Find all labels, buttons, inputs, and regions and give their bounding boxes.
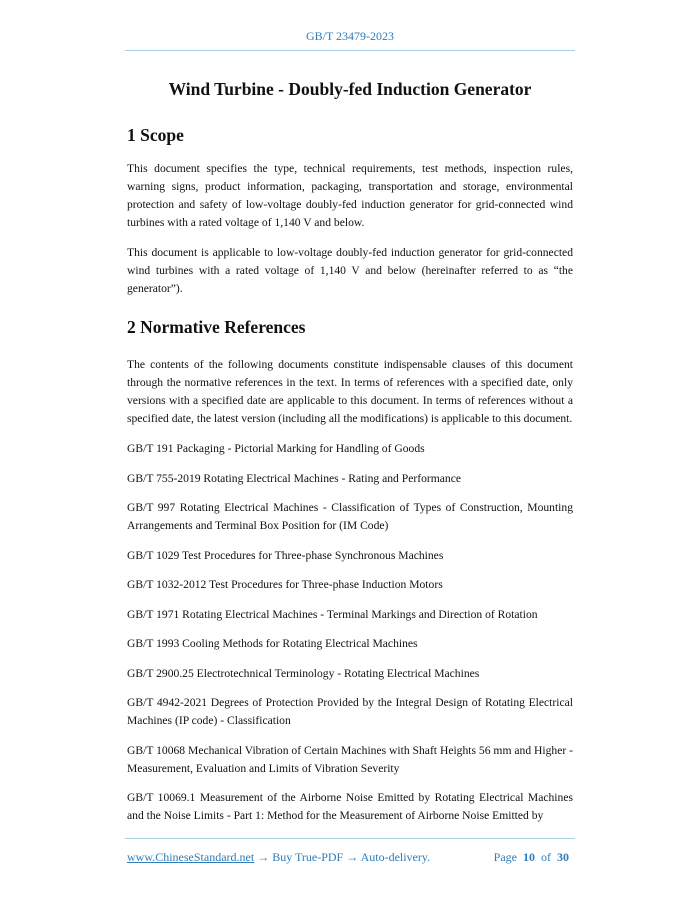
reference-item: GB/T 2900.25 Electrotechnical Terminology - Rotating Electrical Machines — [127, 666, 480, 680]
reference-item: GB/T 10068 Mechanical Vibration of Certain Machines with Shaft Heights 56 mm and Higher - Measurement, Evaluation and Limits of Vibration Severity — [127, 743, 573, 775]
page-number — [494, 850, 569, 865]
document-body — [127, 78, 573, 837]
running-header: GB/T 23479-2023 — [305, 29, 395, 43]
page-total: 30 — [557, 850, 569, 864]
page-current: 10 — [523, 850, 535, 864]
website-link[interactable]: www.ChineseStandard.net — [127, 850, 255, 864]
paragraph: This document is applicable to low-voltage doubly-fed induction generator for grid-connected wind turbines with a rated voltage of 1,140 V and below (hereinafter referred to as “the generator”). — [127, 246, 573, 295]
section-heading-normative-references: 2 Normative References — [127, 317, 306, 337]
reference-item: GB/T 10069.1 Measurement of the Airborne Noise Emitted by Rotating Electrical Machines and the Noise Limits - Part 1: Method for the Measurement of Airborne Noise Emitted by — [127, 791, 573, 822]
footer-promo: → Buy True-PDF → Auto-delivery. — [254, 850, 431, 864]
reference-item: GB/T 1032-2012 Test Procedures for Three-phase Induction Motors — [127, 578, 443, 591]
page-label: Page — [493, 850, 517, 864]
document-title: Wind Turbine - Doubly-fed Induction Generator — [168, 79, 532, 99]
reference-item: GB/T 4942-2021 Degrees of Protection Provided by the Integral Design of Rotating Electrical Machines (IP code) - Classification — [127, 696, 573, 727]
header-divider — [125, 50, 575, 51]
page-of: of — [541, 850, 551, 864]
footer-divider — [125, 838, 575, 839]
reference-item: GB/T 1029 Test Procedures for Three-phase Synchronous Machines — [127, 548, 444, 562]
reference-item: GB/T 997 Rotating Electrical Machines - Classification of Types of Construction, Mounting Arrangements and Terminal Box Position for (IM Code) — [127, 501, 573, 532]
paragraph: The contents of the following documents constitute indispensable clauses of this document through the normative references in the text. In terms of references with a specified date, only versions with a specified date are applicable to this document. In terms of references without a specified date, the latest version (including all the modifications) is applicable to this document. — [127, 358, 573, 425]
footer — [127, 850, 573, 865]
section-heading-scope: 1 Scope — [127, 125, 184, 145]
reference-item: GB/T 1971 Rotating Electrical Machines - Terminal Markings and Direction of Rotation — [127, 607, 538, 621]
paragraph: This document specifies the type, technical requirements, test methods, inspection rules, warning signs, product information, packaging, transportation and storage, environmental protection and safety of low-voltage doubly-fed induction generator for grid-connected wind turbines with a rated voltage of 1,140 V and below. — [127, 162, 573, 229]
reference-item: GB/T 1993 Cooling Methods for Rotating Electrical Machines — [127, 637, 418, 650]
reference-item: GB/T 191 Packaging - Pictorial Marking for Handling of Goods — [127, 442, 425, 455]
reference-item: GB/T 755-2019 Rotating Electrical Machines - Rating and Performance — [127, 471, 461, 485]
